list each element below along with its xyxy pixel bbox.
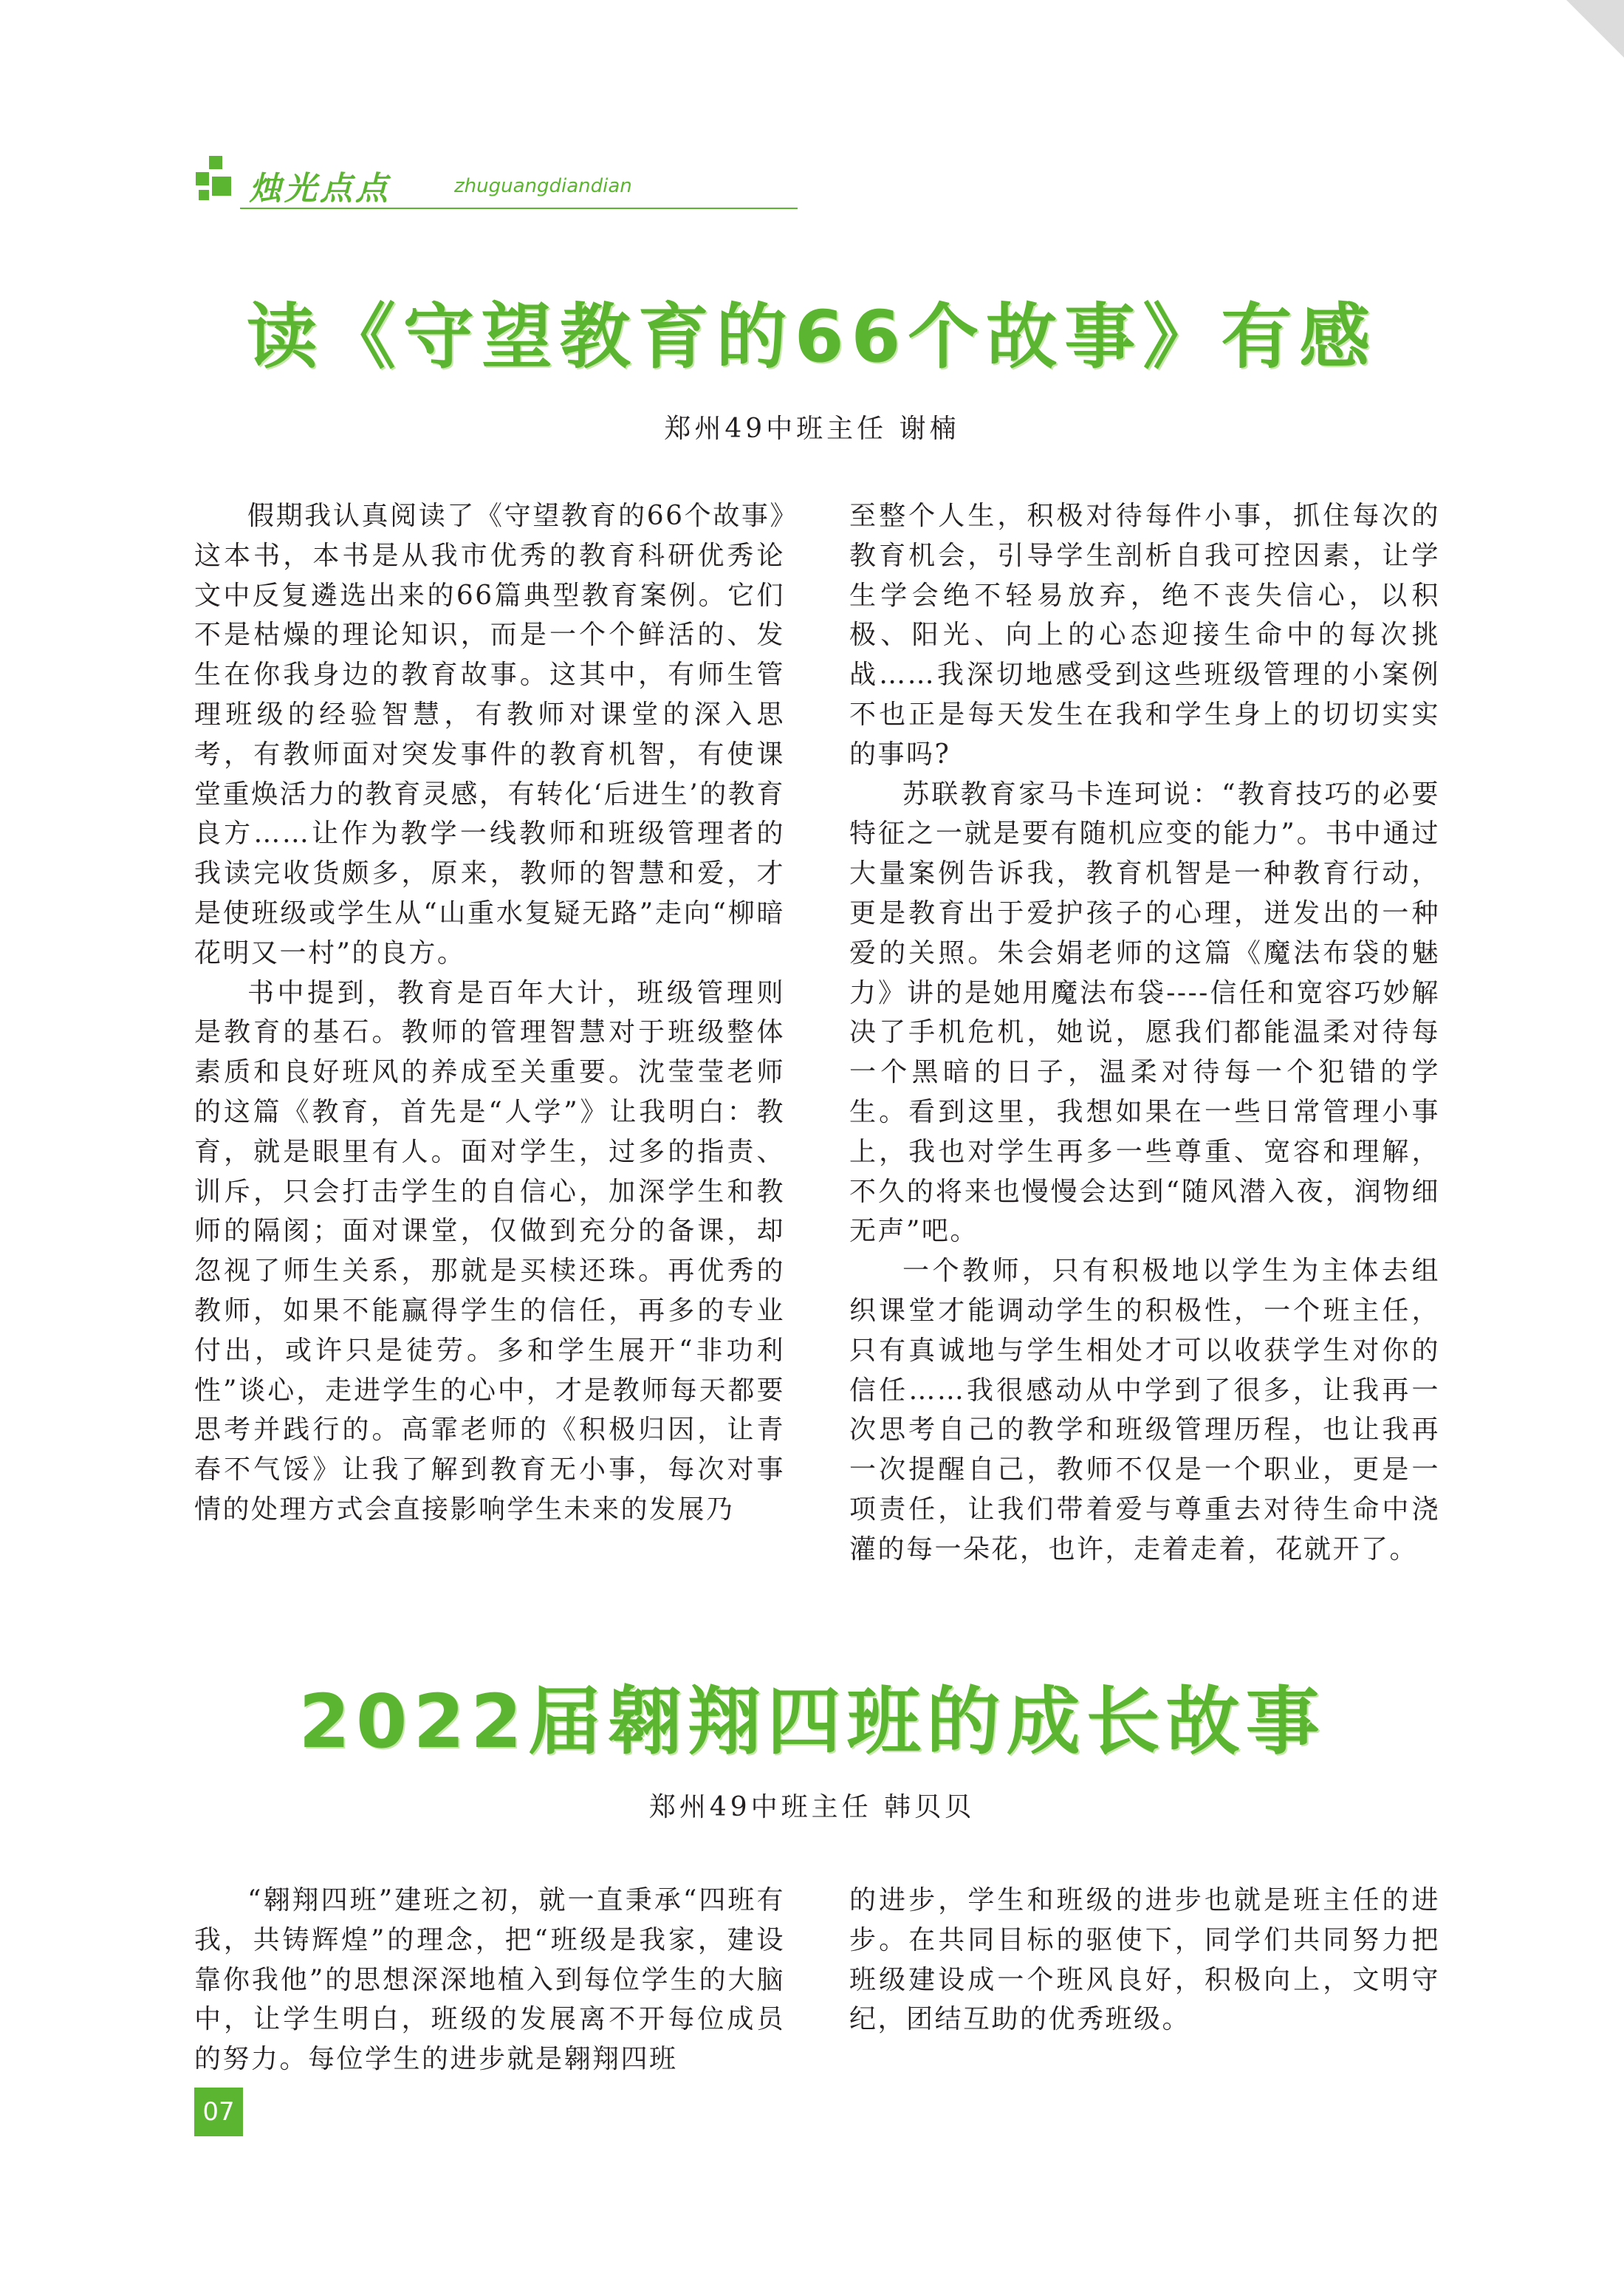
paragraph: 一个教师，只有积极地以学生为主体去组织课堂才能调动学生的积极性，一个班主任，只有真诚地与学生相处才可以收获学生对你的信任……我很感动从中学到了很多，让我再一次思考自己的教学和班级管理历程，也让我再一次提醒自己，教师不仅是一个职业，更是一项责任，让我们带着爱与尊重去对待生命中浇灌的每一朵花，也许，走着走着，花就开了。: [849, 1256, 1440, 1565]
paragraph: 苏联教育家马卡连珂说：“教育技巧的必要特征之一就是要有随机应变的能力”。书中通过大量案例告诉我，教育机智是一种教育行动，更是教育出于爱护孩子的心理，迸发出的一种爱的关照。朱会娟老师的这篇《魔法布袋的魅力》讲的是她用魔法布袋----信任和宽容巧妙解决了手机危机，她说，愿我们都能温柔对待每一个黑暗的日子，温柔对待每一个犯错的学生。看到这里，我想如果在一些日常管理小事上，我也对学生再多一些尊重、宽容和理解，不久的将来也慢慢会达到“随风潜入夜，润物细无声”吧。: [849, 779, 1440, 1247]
article-1-title: 读《守望教育的66个故事》有感: [246, 295, 1378, 378]
section-title: 烛光点点: [249, 170, 391, 208]
paragraph: “翱翔四班”建班之初，就一直秉承“四班有我，共铸辉煌”的理念，把“班级是我家，建设靠你我他”的思想深深地植入到每位学生的大脑中，让学生明白，班级的发展离不开每位成员的努力。每位学生的进步就是翱翔四班: [194, 1885, 785, 2075]
article-2-title: 2022届翱翔四班的成长故事: [298, 1678, 1326, 1765]
page-number: 07: [194, 2088, 243, 2136]
article-1-column-right: [849, 496, 1440, 1570]
paragraph: 至整个人生，积极对待每件小事，抓住每次的教育机会，引导学生剖析自我可控因素，让学生学会绝不轻易放弃，绝不丧失信心，以积极、阳光、向上的心态迎接生命中的每次挑战……我深切地感受到这些班级管理的小案例不也正是每天发生在我和学生身上的切切实实的事吗?: [849, 501, 1440, 770]
paragraph: 假期我认真阅读了《守望教育的66个故事》这本书，本书是从我市优秀的教育科研优秀论文中反复遴选出来的66篇典型教育案例。它们不是枯燥的理论知识，而是一个个鲜活的、发生在你我身边的教育故事。这其中，有师生管理班级的经验智慧，有教师对课堂的深入思考，有教师面对突发事件的教育机智，有使课堂重焕活力的教育灵感，有转化‘后进生’的教育良方……让作为教学一线教师和班级管理者的我读完收货颇多，原来，教师的智慧和爱，才是使班级或学生从“山重水复疑无路”走向“柳暗花明又一村”的良方。: [194, 501, 785, 968]
article-1-byline: 郑州49中班主任 谢楠: [664, 414, 960, 444]
paragraph: 的进步，学生和班级的进步也就是班主任的进步。在共同目标的驱使下，同学们共同努力把班级建设成一个班风良好，积极向上，文明守纪，团结互助的优秀班级。: [849, 1885, 1440, 2035]
paragraph: 书中提到，教育是百年大计，班级管理则是教育的基石。教师的管理智慧对于班级整体素质和良好班风的养成至关重要。沈莹莹老师的这篇《教育，首先是“人学”》让我明白：教育，就是眼里有人。面对学生，过多的指责、训斥，只会打击学生的自信心，加深学生和教师的隔阂；面对课堂，仅做到充分的备课，却忽视了师生关系，那就是买椟还珠。再优秀的教师，如果不能赢得学生的信任，再多的专业付出，或许只是徒劳。多和学生展开“非功利性”谈心，走进学生的心中，才是教师每天都要思考并践行的。高霏老师的《积极归因，让青春不气馁》让我了解到教育无小事，每次对事情的处理方式会直接影响学生未来的发展乃: [194, 977, 785, 1525]
article-1-column-left: [194, 496, 785, 1530]
section-pinyin: zhuguangdiandian: [454, 175, 632, 197]
section-logo-icon: [196, 151, 236, 211]
article-2-byline: 郑州49中班主任 韩贝贝: [648, 1792, 976, 1822]
article-2-column-left: [194, 1881, 785, 2079]
page-corner-fold: [1566, 0, 1624, 58]
article-2-column-right: [849, 1881, 1440, 2040]
header-rule: [240, 208, 798, 209]
section-header: [196, 151, 798, 211]
